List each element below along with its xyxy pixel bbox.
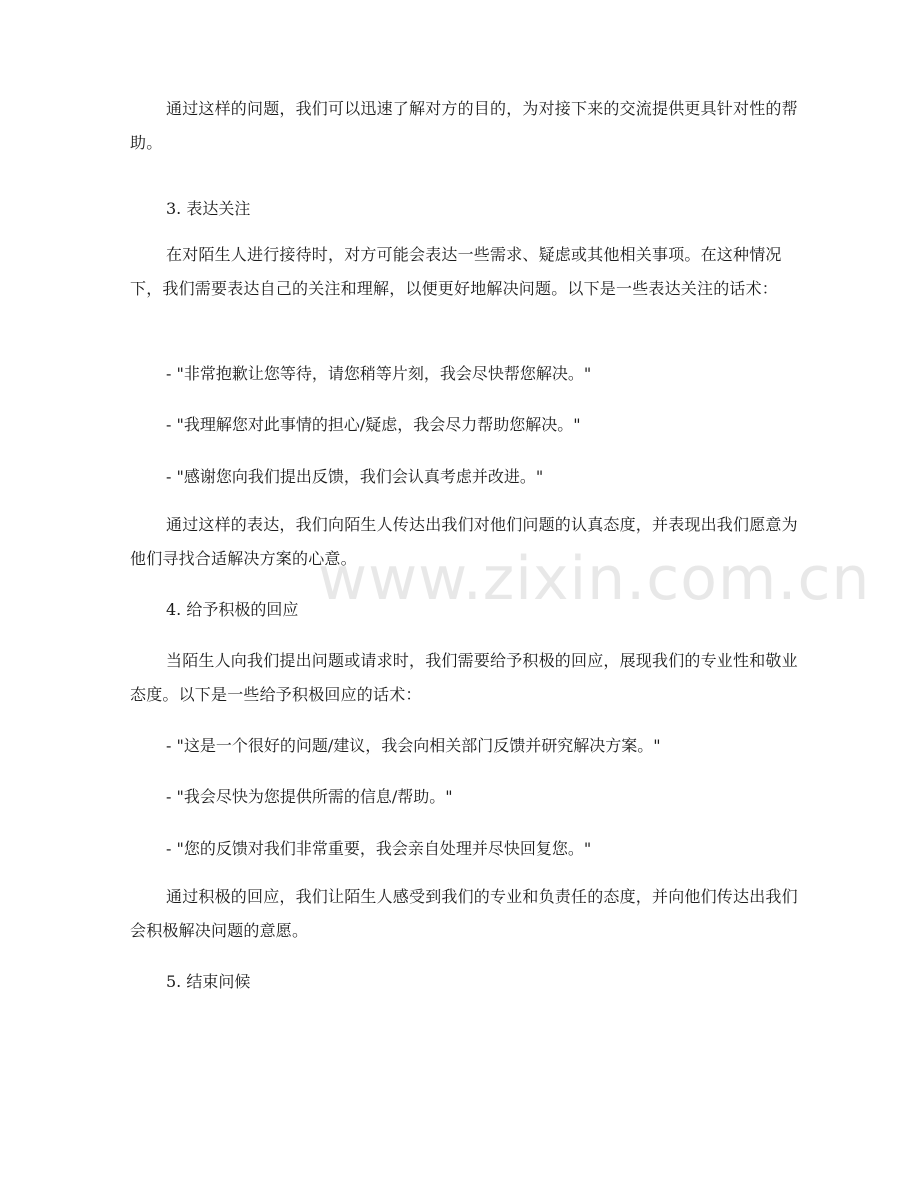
list-item: - "非常抱歉让您等待，请您稍等片刻，我会尽快帮您解决。": [166, 364, 592, 383]
paragraph-section-4: 当陌生人向我们提出问题或请求时，我们需要给予积极的回应，展现我们的专业性和敬业态度。以下是一些给予积极回应的话术：: [130, 651, 798, 704]
section-heading-4: 4. 给予积极的回应: [166, 600, 299, 619]
paragraph-section-3-summary: 通过这样的表达，我们向陌生人传达出我们对他们问题的认真态度，并表现出我们愿意为他们寻找合适解决方案的心意。: [130, 515, 798, 568]
section-heading-3: 3. 表达关注: [166, 199, 251, 218]
list-item: - "这是一个很好的问题/建议，我会向相关部门反馈并研究解决方案。": [166, 736, 661, 755]
paragraph-section-4-summary: 通过积极的回应，我们让陌生人感受到我们的专业和负责任的态度，并向他们传达出我们会积极解决问题的意愿。: [130, 887, 798, 940]
paragraph-section-3: 在对陌生人进行接待时，对方可能会表达一些需求、疑虑或其他相关事项。在这种情况下，我们需要表达自己的关注和理解，以便更好地解决问题。以下是一些表达关注的话术：: [130, 245, 782, 298]
list-item: - "我理解您对此事情的担心/疑虑，我会尽力帮助您解决。": [166, 415, 581, 434]
list-item: - "我会尽快为您提供所需的信息/帮助。": [166, 787, 453, 806]
watermark: www.zixin.com.cn: [318, 544, 871, 614]
paragraph-intro-summary: 通过这样的问题，我们可以迅速了解对方的目的，为对接下来的交流提供更具针对性的帮助。: [130, 99, 798, 152]
section-heading-5: 5. 结束问候: [166, 972, 251, 991]
list-item: - "感谢您向我们提出反馈，我们会认真考虑并改进。": [166, 467, 544, 486]
list-item: - "您的反馈对我们非常重要，我会亲自处理并尽快回复您。": [166, 839, 592, 858]
